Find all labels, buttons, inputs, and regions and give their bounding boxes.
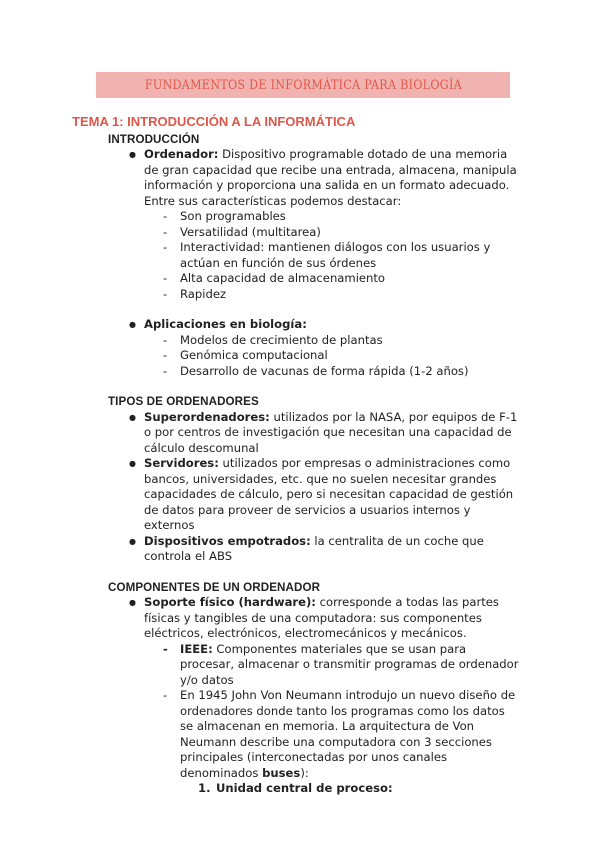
document-title: FUNDAMENTOS DE INFORMÁTICA PARA BIOLOGÍA	[144, 77, 462, 93]
tema-title: TEMA 1: INTRODUCCIÓN A LA INFORMÁTICA	[72, 114, 356, 129]
list-item: - Alta capacidad de almacenamiento	[144, 271, 520, 287]
section-heading-tipos: TIPOS DE ORDENADORES	[108, 395, 259, 408]
text-von-neumann-end: ):	[300, 765, 309, 780]
text-ieee: Componentes materiales que se usan para procesar, almacenar o transmitir programas de ordenador y/o datos	[180, 641, 519, 687]
text-soporte-fisico: corresponde a todas las partes físicas y tangibles de una computadora: sus componentes eléctricos, electrónicos, electromecánicos y mecánicos.	[144, 595, 499, 640]
list-item-ieee	[144, 642, 520, 689]
list-item: - Rapidez	[144, 287, 520, 303]
text-superordenadores: utilizados por la NASA, por equipos de F-1 o por centros de investigación que necesitan una capacidad de cálculo descomunal	[144, 409, 518, 455]
list-item: - Desarrollo de vacunas de forma rápida (1-2 años)	[144, 364, 520, 380]
intro-list	[72, 147, 520, 302]
aplicaciones-list	[72, 317, 520, 379]
list-item-superordenadores	[72, 410, 520, 457]
numbered-item-ucp	[180, 781, 520, 797]
ordenador-characteristics	[144, 209, 520, 302]
term-superordenadores: Superordenadores:	[144, 409, 270, 424]
list-item-dispositivos	[72, 534, 520, 565]
section-heading-introduccion: INTRODUCCIÓN	[108, 132, 200, 146]
term-dispositivos: Dispositivos empotrados:	[144, 533, 311, 548]
soporte-subitems	[144, 642, 520, 797]
list-item: - Versatilidad (multitarea)	[144, 225, 520, 241]
list-item: - Genómica computacional	[144, 348, 520, 364]
section-heading-componentes: COMPONENTES DE UN ORDENADOR	[108, 580, 321, 594]
componentes-list	[72, 595, 520, 797]
list-item-soporte-fisico	[72, 595, 520, 797]
text-ordenador: Dispositivo programable dotado de una memoria de gran capacidad que recibe una entrada, almacena, manipula información y proporciona una salida en un formato adecuado. Entre sus características podemos destacar:	[144, 147, 517, 208]
list-item: - Son programables	[144, 209, 520, 225]
numbered-list	[180, 781, 520, 797]
list-item: - Interactividad: mantienen diálogos con los usuarios y actúan en función de sus órdenes	[144, 240, 520, 271]
term-ordenador: Ordenador:	[144, 147, 219, 161]
list-item-ordenador	[72, 147, 520, 302]
term-servidores: Servidores:	[144, 456, 219, 470]
term-aplicaciones: Aplicaciones en biología:	[144, 317, 307, 331]
item-label: Unidad central de proceso:	[216, 781, 393, 795]
tipos-list	[72, 410, 520, 565]
aplicaciones-items	[144, 333, 520, 380]
list-item-von-neumann	[144, 688, 520, 797]
term-buses: buses	[262, 765, 301, 780]
term-soporte-fisico: Soporte físico (hardware):	[144, 595, 316, 609]
list-item: - Modelos de crecimiento de plantas	[144, 333, 520, 349]
list-item-aplicaciones	[72, 317, 520, 379]
item-number: 1.	[198, 781, 211, 795]
text-dispositivos: la centralita de un coche que controla el ABS	[144, 533, 484, 563]
text-von-neumann: En 1945 John Von Neumann introdujo un nuevo diseño de ordenadores donde tanto los programas como los datos se almacenan en memoria. La arquitectura de Von Neumann describe una computadora con 3 secciones principales (interconectadas por unos canales denominados	[180, 688, 516, 780]
term-ieee: IEEE:	[180, 641, 213, 656]
document-body	[72, 114, 520, 797]
title-banner	[96, 72, 510, 98]
list-item-servidores	[72, 456, 520, 534]
text-servidores: utilizados por empresas o administraciones como bancos, universidades, etc. que no suelen necesitar grandes capacidades de cálculo, pero si necesitan capacidad de gestión de datos para proveer de servicios a usuarios internos y externos	[144, 456, 514, 532]
